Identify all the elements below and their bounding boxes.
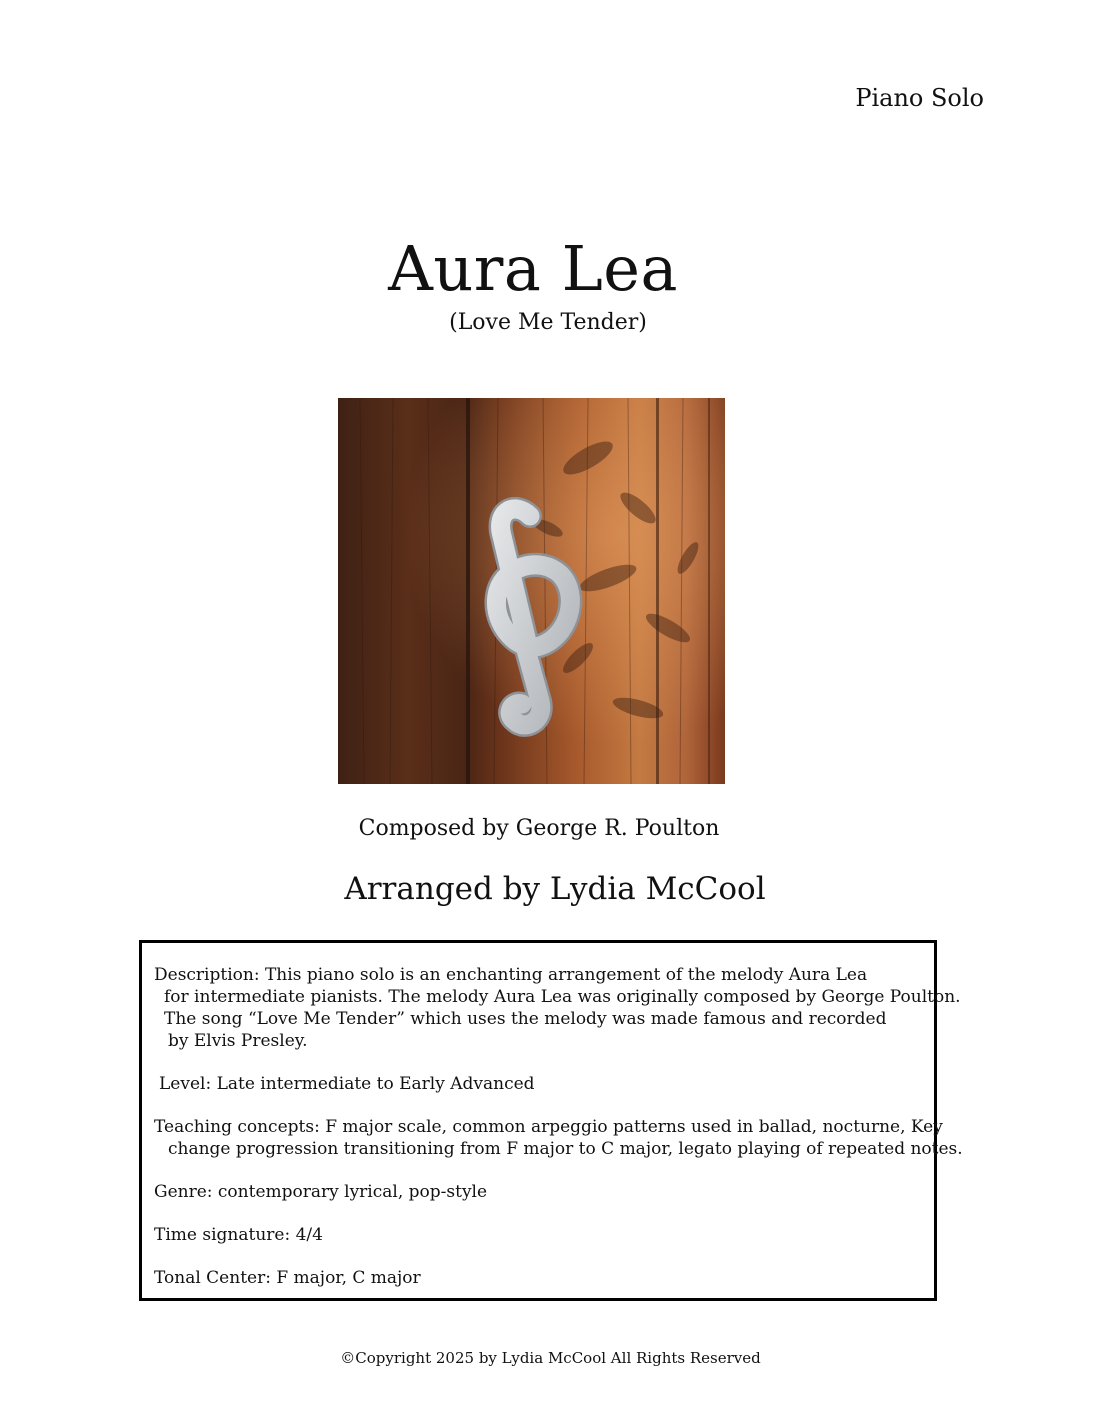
page-title: Aura Lea xyxy=(388,232,678,305)
level-text: Level: Late intermediate to Early Advanced xyxy=(159,1074,535,1094)
genre-text: Genre: contemporary lyrical, pop-style xyxy=(154,1182,488,1202)
description-line-3: The song “Love Me Tender” which uses the melody was made famous and recorded xyxy=(164,1009,887,1029)
time-signature-text: Time signature: 4/4 xyxy=(154,1225,323,1245)
description-line-2: for intermediate pianists. The melody Aura Lea was originally composed by George Poulton. xyxy=(164,987,961,1007)
instrument-label: Piano Solo xyxy=(855,84,984,112)
tonal-center-text: Tonal Center: F major, C major xyxy=(154,1268,421,1288)
treble-clef-icon xyxy=(338,398,725,784)
teaching-line-1: Teaching concepts: F major scale, common arpeggio patterns used in ballad, nocturne, Key xyxy=(154,1117,943,1137)
composer-credit: Composed by George R. Poulton xyxy=(358,816,720,841)
description-line-4: by Elvis Presley. xyxy=(168,1031,308,1051)
teaching-line-2: change progression transitioning from F major to C major, legato playing of repeated notes. xyxy=(168,1139,963,1159)
page-subtitle: (Love Me Tender) xyxy=(449,310,647,335)
copyright-notice: ©Copyright 2025 by Lydia McCool All Rights Reserved xyxy=(340,1349,761,1367)
description-line-1: Description: This piano solo is an enchanting arrangement of the melody Aura Lea xyxy=(154,965,868,985)
info-box xyxy=(139,940,963,1301)
arranger-credit: Arranged by Lydia McCool xyxy=(344,871,766,907)
cover-image xyxy=(338,398,725,784)
